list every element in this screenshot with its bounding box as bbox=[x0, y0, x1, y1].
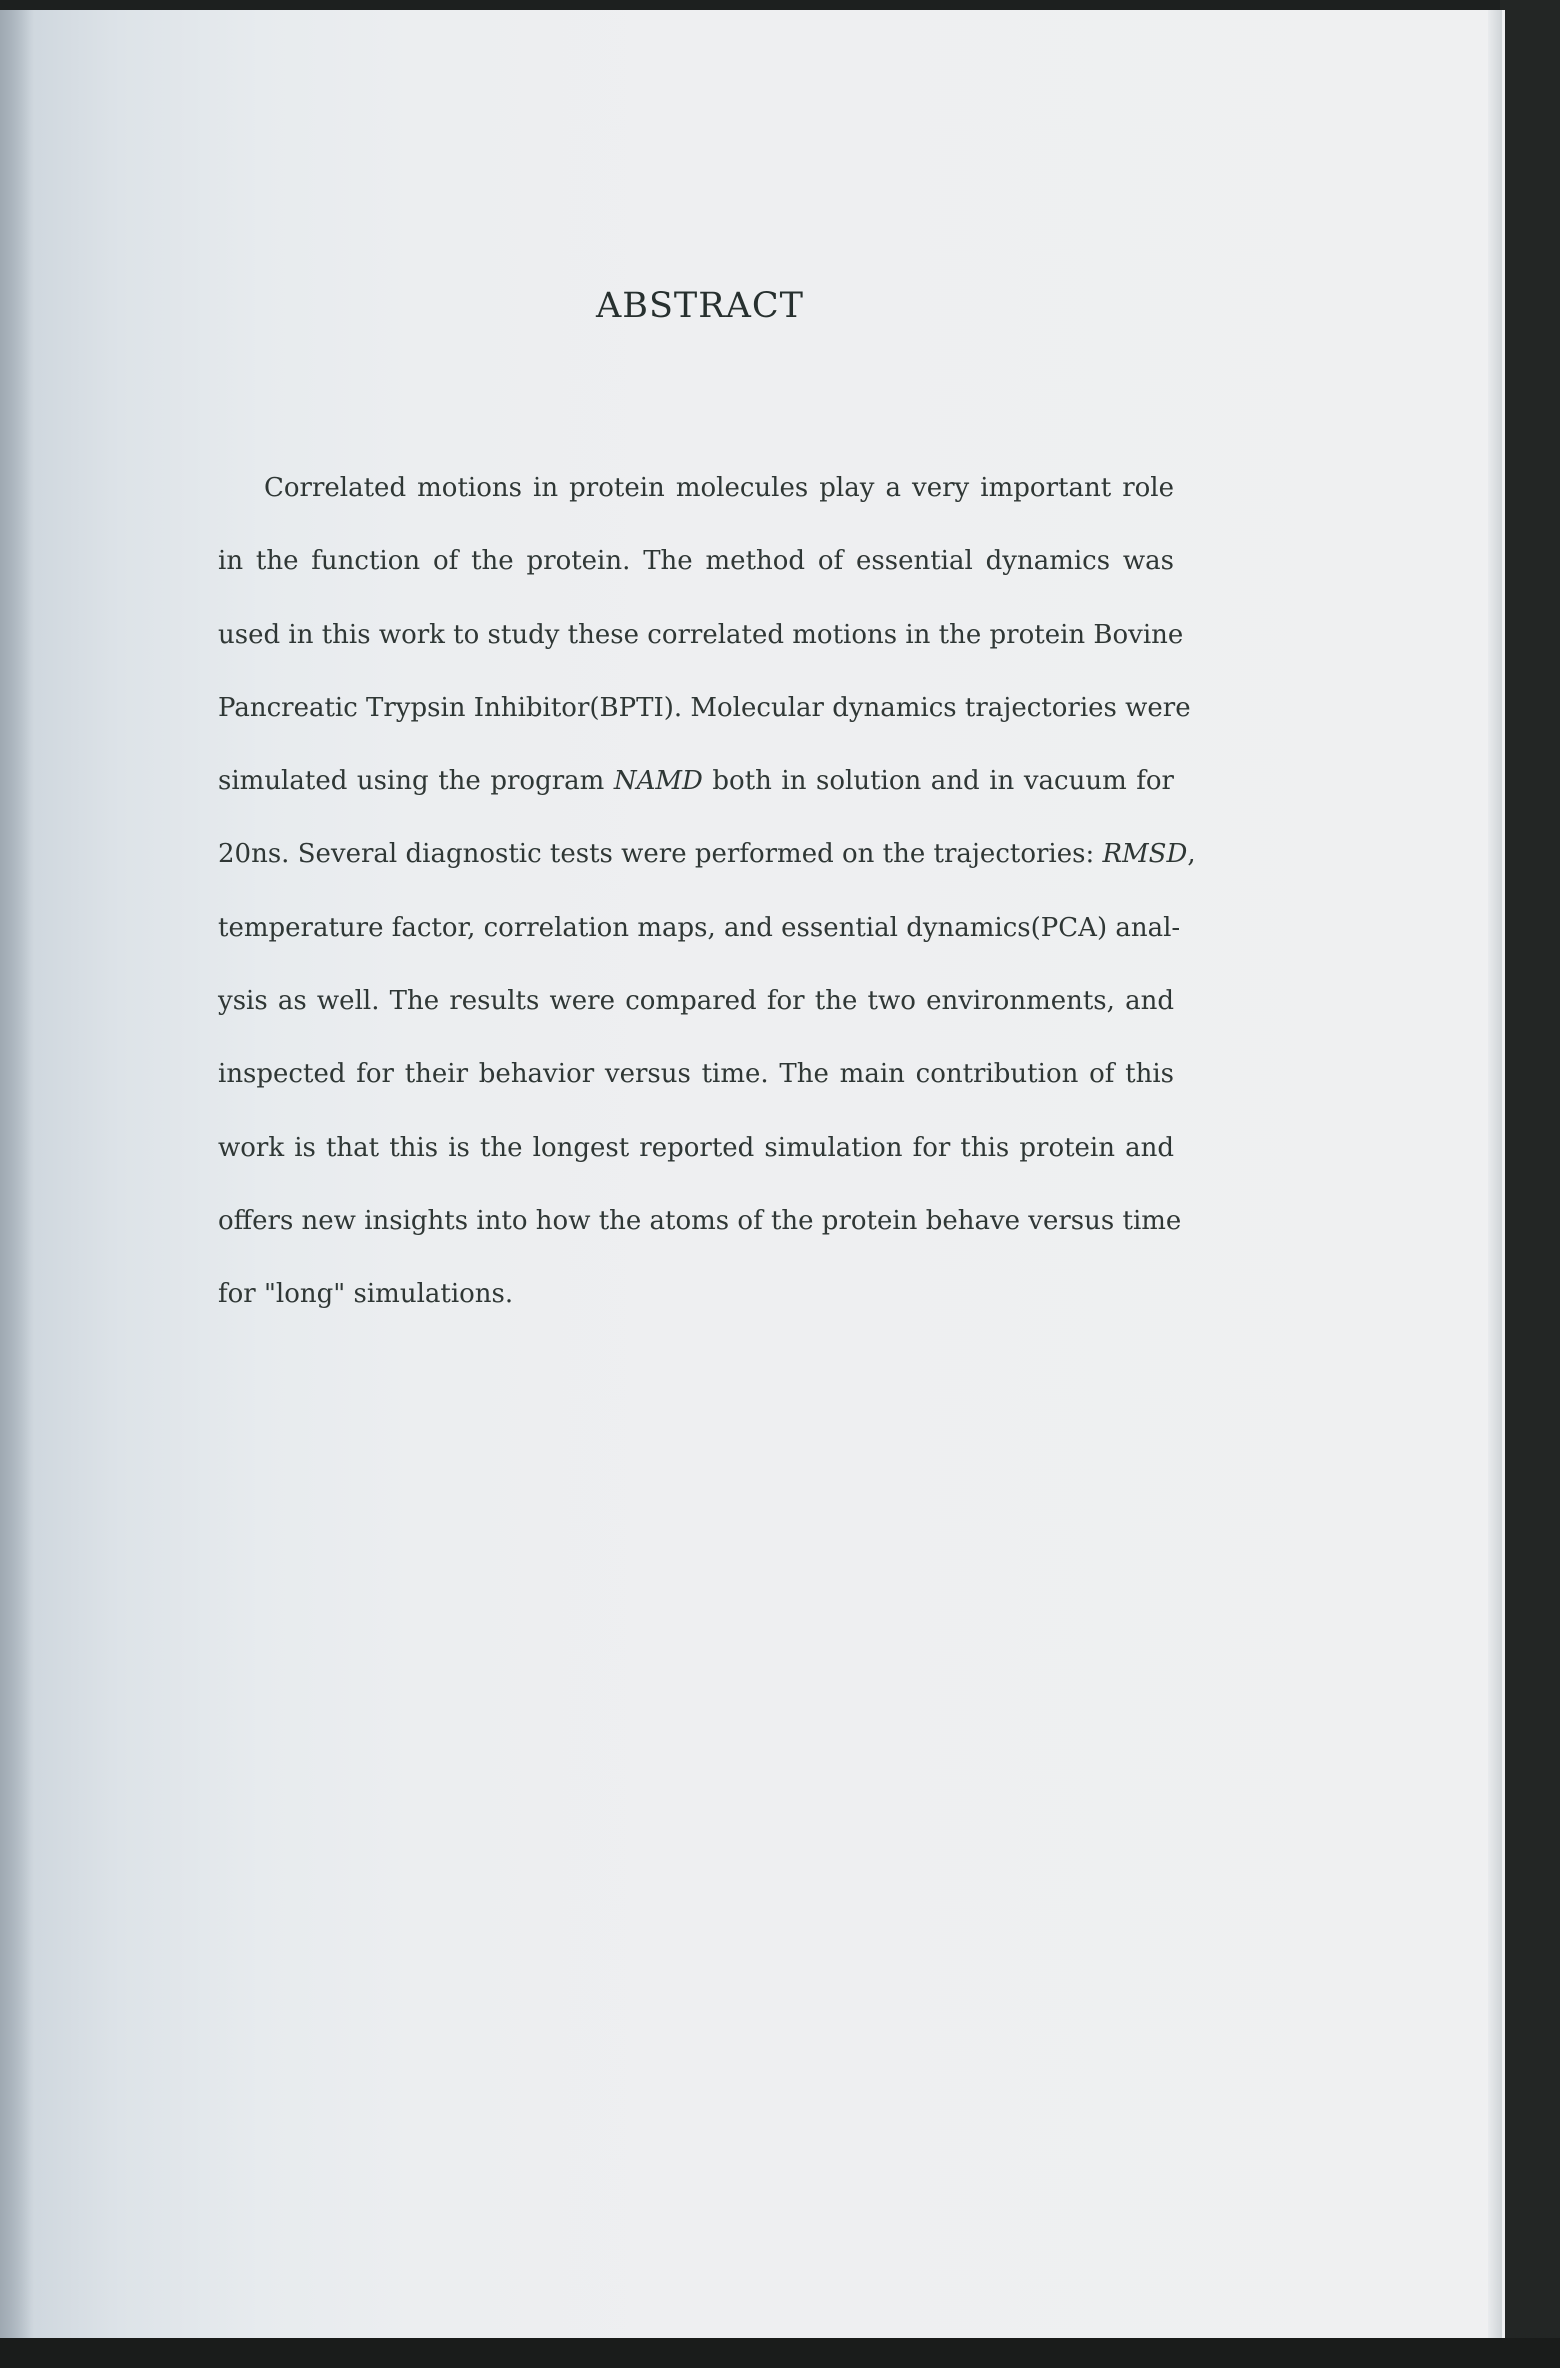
abstract-line: in the function of the protein. The method of essential dynamics was bbox=[218, 546, 1174, 577]
abstract-line bbox=[218, 753, 1174, 826]
abstract-line: offers new insights into how the atoms of the protein behave versus time bbox=[218, 1205, 1182, 1236]
abstract-line-text: simulated using the program bbox=[218, 766, 614, 797]
software-name: NAMD bbox=[613, 766, 703, 797]
abstract-line: used in this work to study these correlated motions in the protein Bovine bbox=[218, 619, 1184, 650]
abstract-line: for "long" simulations. bbox=[218, 1279, 514, 1310]
spine-shadow bbox=[0, 10, 34, 2340]
metric-name: RMSD bbox=[1102, 839, 1188, 870]
abstract-line-text: both in solution and in vacuum for bbox=[702, 766, 1174, 797]
abstract-body bbox=[218, 460, 1196, 1340]
page-edge bbox=[1488, 10, 1502, 2340]
abstract-line: work is that this is the longest reported simulation for this protein and bbox=[218, 1132, 1174, 1163]
abstract-line: Pancreatic Trypsin Inhibitor(BPTI). Molecular dynamics trajectories were bbox=[218, 692, 1191, 723]
scan-border-right bbox=[1500, 0, 1560, 2368]
abstract-line: Correlated motions in protein molecules play a very important role bbox=[264, 473, 1174, 503]
abstract-heading: ABSTRACT bbox=[595, 286, 805, 326]
abstract-line-text: , bbox=[1187, 839, 1196, 870]
abstract-line: temperature factor, correlation maps, and essential dynamics(PCA) anal- bbox=[218, 912, 1181, 943]
abstract-line: ysis as well. The results were compared for the two environments, and bbox=[218, 986, 1174, 1017]
abstract-line bbox=[218, 826, 1196, 899]
abstract-line: inspected for their behavior versus time. The main contribution of this bbox=[218, 1059, 1174, 1090]
scan-border-bottom bbox=[0, 2338, 1560, 2368]
abstract-line-text: 20ns. Several diagnostic tests were performed on the trajectories: bbox=[218, 839, 1103, 870]
